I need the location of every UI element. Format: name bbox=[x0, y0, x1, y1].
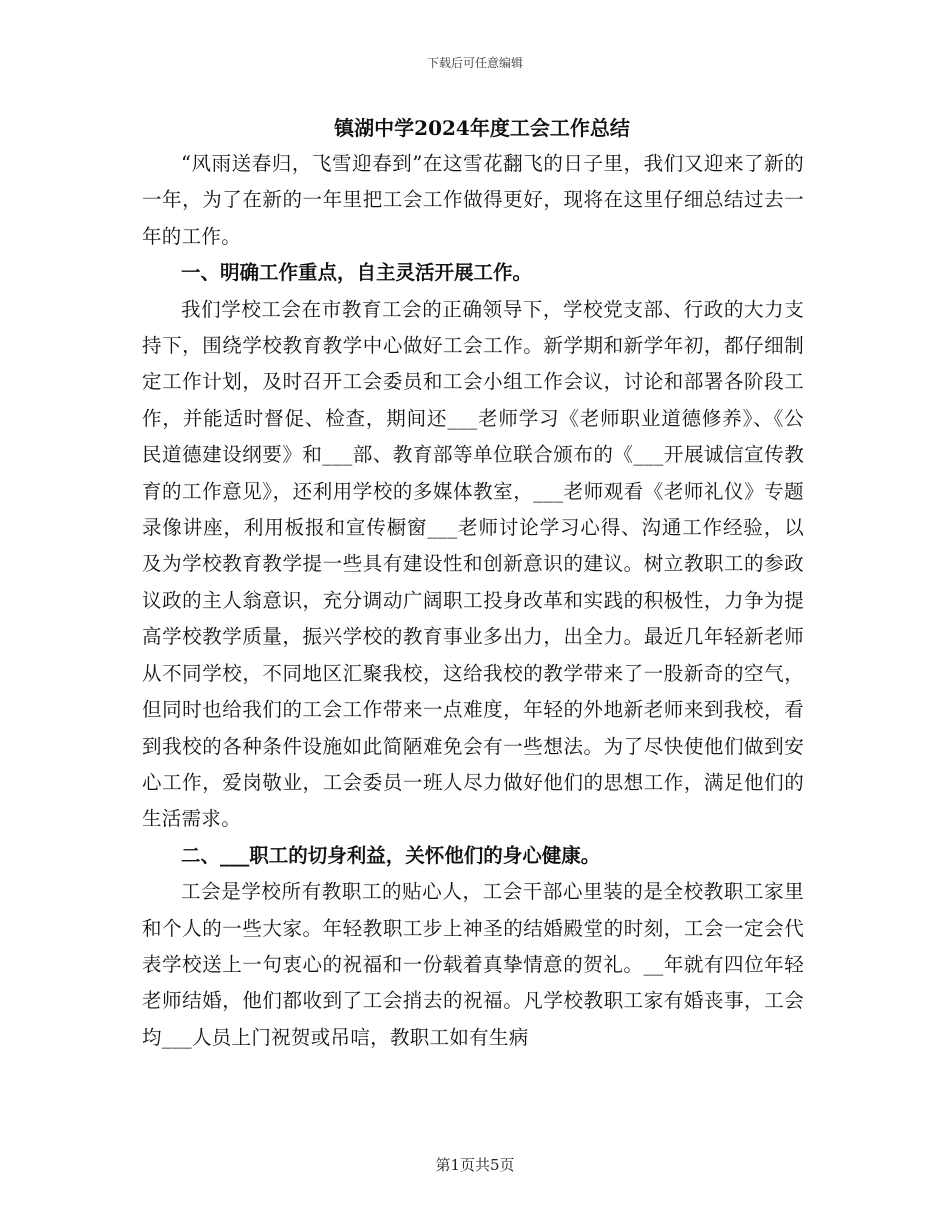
document-body bbox=[142, 110, 804, 1056]
section-2-paragraph: 工会是学校所有教职工的贴心人，工会干部心里装的是全校教职工家里和个人的一些大家。年轻教职工步上神圣的结婚殿堂的时刻，工会一定会代表学校送上一句衷心的祝福和一份载着真挚情意的贺礼。__年就有四位年轻老师结婚，他们都收到了工会捎去的祝福。凡学校教职工家有婚丧事，工会均___人员上门祝贺或吊唁，教职工如有生病 bbox=[142, 880, 804, 1049]
header-note: 下载后可任意编辑 bbox=[426, 56, 523, 70]
section-2-heading: 二、___职工的切身利益，关怀他们的身心健康。 bbox=[181, 843, 601, 867]
section-1-paragraph: 我们学校工会在市教育工会的正确领导下，学校党支部、行政的大力支持下，围绕学校教育教学中心做好工会工作。新学期和新学年初，都仔细制定工作计划，及时召开工会委员和工会小组工作会议，讨论和部署各阶段工作，并能适时督促、检查，期间还___老师学习《老师职业道德修养》、《公民道德建设纲要》和___部、教育部等单位联合颁布的《___开展诚信宣传教育的工作意见》，还利用学校的多媒体教室，___老师观看《老师礼仪》专题录像讲座，利用板报和宣传橱窗___老师讨论学习心得、沟通工作经验，以及为学校教育教学提一些具有建设性和创新意识的建议。树立教职工的参政议政的主人翁意识，充分调动广阔职工投身改革和实践的积极性，力争为提高学校教学质量，振兴学校的教育事业多出力，出全力。最近几年轻新老师从不同学校，不同地区汇聚我校，这给我校的教学带来了一股新奇的空气，但同时也给我们的工会工作带来一点难度，年轻的外地新老师来到我校，看到我校的各种条件设施如此简陋难免会有一些想法。为了尽快使他们做到安心工作，爱岗敬业，工会委员一班人尽力做好他们的思想工作，满足他们的生活需求。 bbox=[142, 297, 804, 831]
page-footer: 第1页共5页 bbox=[435, 1156, 515, 1174]
section-1-heading: 一、明确工作重点，自主灵活开展工作。 bbox=[181, 261, 533, 285]
intro-paragraph: “风雨送春归，飞雪迎春到”在这雪花翻飞的日子里，我们又迎来了新的一年，为了在新的一年里把工会工作做得更好，现将在这里仔细总结过去一年的工作。 bbox=[142, 152, 804, 248]
document-title: 镇湖中学2024年度工会工作总结 bbox=[334, 116, 630, 140]
